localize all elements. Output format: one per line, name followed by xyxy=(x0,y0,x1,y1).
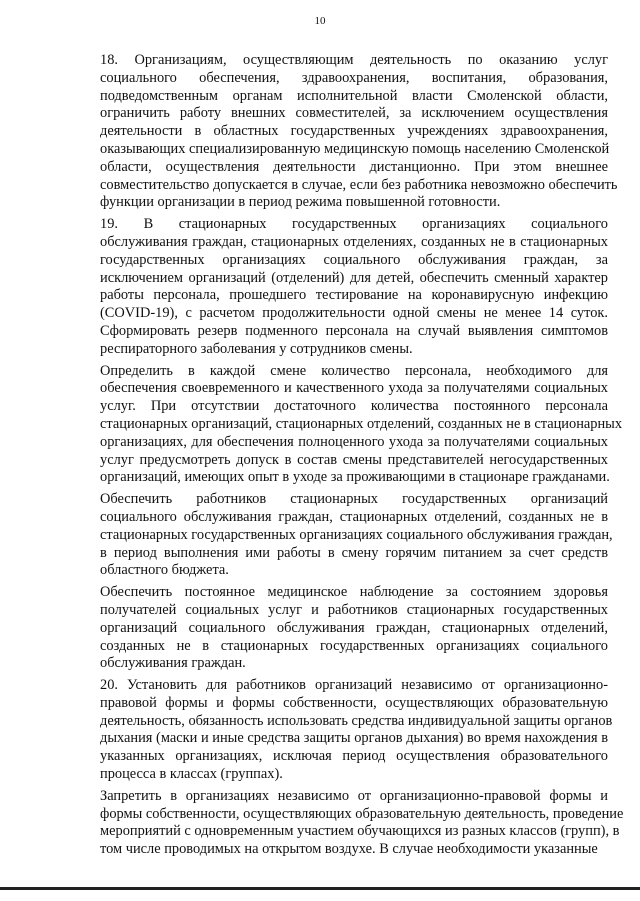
paragraph xyxy=(60,52,618,212)
text-line: получателей социальных услуг и работников стационарных государственных xyxy=(100,601,608,618)
text-line: стационарных организаций, стационарных отделений, созданных не в стационарных xyxy=(100,415,623,432)
text-line: обслуживания граждан. xyxy=(100,655,246,672)
text-line: (COVID-19), с расчетом продолжительности одной смены не менее 14 суток. xyxy=(100,305,608,322)
text-line: функции организации в период режима повышенной готовности. xyxy=(100,194,501,211)
text-line: формы собственности, осуществляющих образовательную деятельность, проведение xyxy=(100,805,624,822)
text-line: процесса в классах (группах). xyxy=(100,766,283,783)
text-line: подведомственным органам исполнительной власти Смоленской области, xyxy=(100,87,608,104)
text-line: дыхания (маски и иные средства защиты органов дыхания) во время нахождения в xyxy=(100,730,608,747)
text-line: 18. Организациям, осуществляющим деятельность по оказанию услуг xyxy=(100,52,608,68)
text-line: в период выполнения ими работы в смену горячим питанием за счет средств xyxy=(100,544,608,561)
text-line: области, осуществления деятельности дистанционно. При этом внешнее xyxy=(100,158,608,175)
text-line: том числе проводимых на открытом воздухе. В случае необходимости указанные xyxy=(100,841,598,858)
text-line: 19. В стационарных государственных организациях социального xyxy=(100,216,608,233)
text-line: созданных не в стационарных государственных организациях социального xyxy=(100,637,608,654)
text-line: работы персонала, прошедшего тестирование на коронавирусную инфекцию xyxy=(100,287,608,304)
text-line: услуг. При отсутствии достаточного количества постоянного персонала xyxy=(100,398,608,415)
text-line: мероприятий с одновременным участием обучающихся из разных классов (групп), в xyxy=(100,823,620,840)
text-line: государственных организациях социального обслуживания граждан, за xyxy=(100,251,608,268)
text-line: Запретить в организациях независимо от организационно-правовой формы и xyxy=(100,787,608,804)
text-line: организациях, для обеспечения полноценного ухода за получателями социальных xyxy=(100,433,608,450)
text-line: ограничить работу внешних совместителей, за исключением осуществления xyxy=(100,105,608,122)
paragraph xyxy=(60,677,613,784)
page-number: 10 xyxy=(314,15,326,27)
text-line: исключением организаций (отделений) для детей, обеспечить сменный характер xyxy=(100,269,608,286)
text-line: Определить в каждой смене количество персонала, необходимого для xyxy=(100,362,608,379)
text-line: организаций социального обслуживания граждан, стационарных отделений, xyxy=(100,619,608,636)
document-body xyxy=(60,52,624,863)
text-line: респираторного заболевания у сотрудников смены. xyxy=(100,340,413,357)
text-line: обеспечения своевременного и качественного ухода за получателями социальных xyxy=(100,380,608,397)
text-line: совместительство допускается в случае, если без работника невозможно обеспечить xyxy=(100,176,618,193)
text-line: услуг предусмотреть допуск в состав смены представителей негосударственных xyxy=(100,451,608,468)
paragraph xyxy=(60,787,624,859)
paragraph xyxy=(60,216,608,358)
text-line: оказывающих специализированную медицинскую помощь населению Смоленской xyxy=(100,140,610,157)
text-line: обслуживания граждан, стационарных отделениях, созданных не в стационарных xyxy=(100,233,608,250)
text-line: указанных организациях, исключая период осуществления образовательного xyxy=(100,748,608,765)
scan-edge-line xyxy=(0,887,640,890)
text-line: Обеспечить постоянное медицинское наблюдение за состоянием здоровья xyxy=(100,584,608,601)
text-line: деятельность, обязанность использовать средства индивидуальной защиты органов xyxy=(100,712,613,729)
text-line: организаций, имеющих опыт в уходе за проживающими в стационаре гражданами. xyxy=(100,469,610,486)
paragraph xyxy=(60,491,613,580)
text-line: правовой формы и формы собственности, осуществляющих образовательную xyxy=(100,694,608,711)
text-line: социального обслуживания граждан, стационарных отделений, созданных не в xyxy=(100,508,608,525)
text-line: 20. Установить для работников организаций независимо от организационно- xyxy=(100,677,608,694)
text-line: деятельности в областных государственных учреждениях здравоохранения, xyxy=(100,123,608,140)
text-line: социального обеспечения, здравоохранения, воспитания, образования, xyxy=(100,69,608,86)
text-line: стационарных государственных организациях социального обслуживания граждан, xyxy=(100,526,613,543)
text-line: Сформировать резерв подменного персонала на случай выявления симптомов xyxy=(100,322,608,339)
text-line: Обеспечить работников стационарных государственных организаций xyxy=(100,491,608,508)
paragraph xyxy=(60,362,623,488)
paragraph xyxy=(60,584,608,673)
text-line: областного бюджета. xyxy=(100,562,229,579)
